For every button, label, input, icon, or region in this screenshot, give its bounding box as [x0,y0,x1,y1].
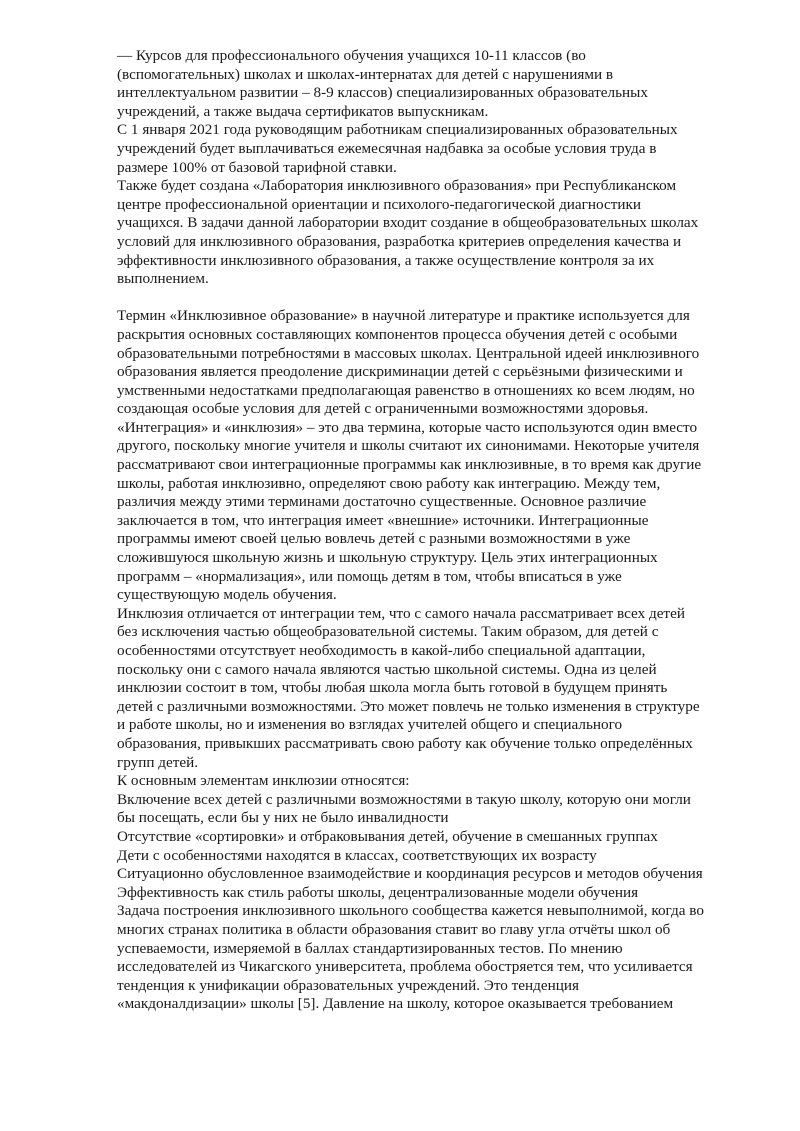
text-line: инклюзии состоит в том, чтобы любая школа могла быть готовой в будущем принять [117,679,668,697]
text-line: программ – «нормализация», или помощь детям в том, чтобы вписаться в уже [117,567,622,585]
text-line: умственными недостатками предполагающая равенство в отношениях ко всем людям, но [117,381,695,399]
text-line: различия между этими терминами достаточно существенные. Основное различие [117,493,647,511]
text-line: учреждений будет выплачиваться ежемесячная надбавка за особые условия труда в [117,139,657,157]
text-line: «макдоналдизации» школы [5]. Давление на школу, которое оказывается требованием [117,995,674,1013]
text-line: многих странах политика в области образования ставит во главу угла отчёты школ об [117,920,671,938]
text-line: образования является преодоление дискриминации детей с серьёзными физическими и [117,363,683,381]
text-line: Термин «Инклюзивное образование» в научной литературе и практике используется для [117,307,690,325]
text-line: «Интеграция» и «инклюзия» – это два термина, которые часто используются один вместо [117,418,698,436]
text-line: тенденция к унификации образовательных учреждений. Это тенденция [117,976,579,994]
text-line: Дети с особенностями находятся в классах, соответствующих их возрасту [117,846,597,864]
text-line: центре профессиональной ориентации и психолого-педагогической диагностики [117,195,642,213]
paragraph-gap [117,289,777,308]
text-line: Инклюзия отличается от интеграции тем, что с самого начала рассматривает всех детей [117,604,685,622]
text-line: раскрытия основных составляющих компонентов процесса обучения детей с особыми [117,325,678,343]
text-line: учреждений, а также выдача сертификатов выпускникам. [117,102,489,120]
text-line: Ситуационно обусловленное взаимодействие и координация ресурсов и методов обучения [117,865,703,883]
text-line: выполнением. [117,270,209,288]
text-line: (вспомогательных) школах и школах-интернатах для детей с нарушениями в [117,65,614,83]
text-line: создающая особые условия для детей с ограниченными возможностями здоровья. [117,400,649,418]
text-line: существующую модель обучения. [117,586,337,604]
text-line: школы, работая инклюзивно, определяют свою работу как интеграцию. Между тем, [117,474,661,492]
text-line: другого, поскольку многие учителя и школы считают их синонимами. Некоторые учителя [117,437,700,455]
text-line: С 1 января 2021 года руководящим работникам специализированных образовательных [117,121,678,139]
text-line: заключается в том, что интеграция имеет «внешние» источники. Интеграционные [117,511,649,529]
text-line: К основным элементам инклюзии относятся: [117,772,410,790]
text-line: Отсутствие «сортировки» и отбраковывания детей, обучение в смешанных группах [117,827,658,845]
text-line: эффективности инклюзивного образования, а также осуществление контроля за их [117,251,655,269]
text-line: учащихся. В задачи данной лаборатории входит создание в общеобразовательных школах [117,214,699,232]
text-line: сложившуюся школьную жизнь и школьную структуру. Цель этих интеграционных [117,549,658,567]
text-line: групп детей. [117,753,199,771]
text-line: условий для инклюзивного образования, разработка критериев определения качества и [117,232,682,250]
text-line: особенностями отсутствует необходимость в какой-либо специальной адаптации, [117,642,646,659]
text-line: исследователей из Чикагского университета, проблема обостряется тем, что усиливается [117,958,693,976]
document-body [117,47,777,1014]
text-line: поскольку они с самого начала являются частью школьной системы. Одна из целей [117,660,657,678]
text-line: — Курсов для профессионального обучения учащихся 10-11 классов (во [117,47,586,64]
text-line: образования, привыкших рассматривать свою работу как обучение только определённых [117,734,693,752]
text-line: Включение всех детей с различными возможностями в такую школу, которую они могли [117,790,691,808]
text-line: Эффективность как стиль работы школы, децентрализованные модели обучения [117,883,639,901]
text-line: интеллектуальном развитии – 8-9 классов) специализированных образовательных [117,84,648,102]
text-line: детей с различными возможностями. Это может повлечь не только изменения в структуре [117,697,700,715]
text-line: и работе школы, но и изменения во взглядах учителей общего и специального [117,716,623,734]
text-line: образовательными потребностями в массовых школах. Центральной идеей инклюзивного [117,344,700,362]
text-line: рассматривают свои интеграционные программы как инклюзивные, в то время как другие [117,456,702,474]
text-line: программы имеют своей целью вовлечь детей с разными возможностями в уже [117,530,631,548]
text-line: размере 100% от базовой тарифной ставки. [117,158,397,176]
text-line: Также будет создана «Лаборатория инклюзивного образования» при Республиканском [117,177,677,195]
text-line: без исключения частью общеобразовательной системы. Таким образом, для детей с [117,623,659,641]
text-line: успеваемости, измеряемой в баллах стандартизированных тестов. По мнению [117,939,623,957]
text-line: Задача построения инклюзивного школьного сообщества кажется невыполнимой, когда во [117,902,704,920]
text-line: бы посещать, если бы у них не было инвалидности [117,809,449,827]
